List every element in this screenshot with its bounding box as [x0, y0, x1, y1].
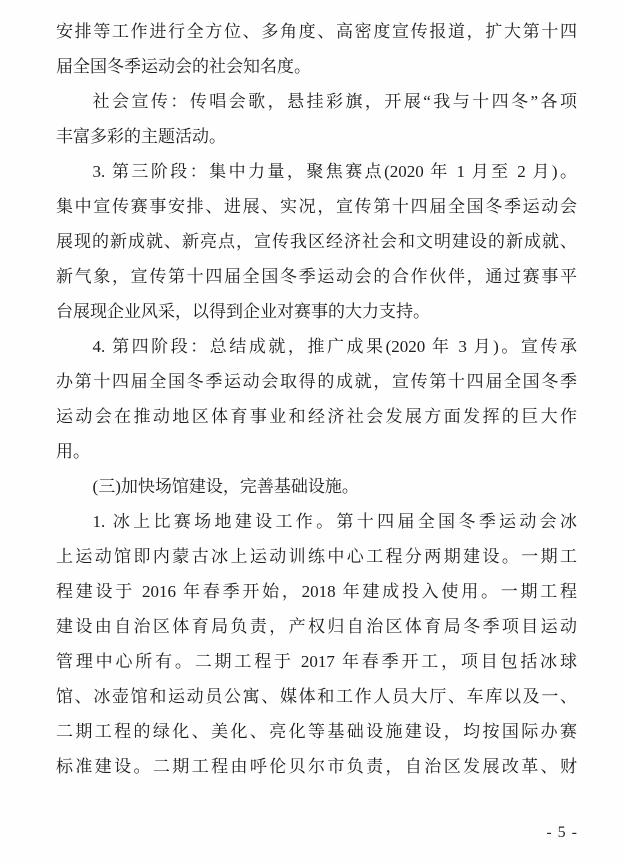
- text-line: 3. 第三阶段：集中力量，聚焦赛点(2020 年 1 月至 2 月)。: [92, 162, 577, 181]
- text-line: 集中宣传赛事安排、进展、实况，宣传第十四届全国冬季运动会: [56, 197, 577, 216]
- text-line: 台展现企业风采，以得到企业对赛事的大力支持。: [56, 302, 430, 321]
- text-line: (三)加快场馆建设，完善基础设施。: [92, 477, 359, 496]
- text-line: 标准建设。二期工程由呼伦贝尔市负责，自治区发展改革、财: [56, 757, 577, 776]
- text-line: 程建设于 2016 年春季开始，2018 年建成投入使用。一期工程: [56, 582, 577, 601]
- text-line: 建设由自治区体育局负责，产权归自治区体育局冬季项目运动: [56, 617, 577, 636]
- text-line: 4. 第四阶段：总结成就，推广成果(2020 年 3 月)。宣传承: [92, 337, 577, 356]
- text-line: 用。: [56, 442, 90, 461]
- text-line: 展现的新成就、新亮点，宣传我区经济社会和文明建设的新成就、: [56, 232, 577, 251]
- text-line: 二期工程的绿化、美化、亮化等基础设施建设，均按国际办赛: [56, 722, 577, 741]
- text-line: 1. 冰上比赛场地建设工作。第十四届全国冬季运动会冰: [92, 512, 577, 531]
- text-line: 管理中心所有。二期工程于 2017 年春季开工，项目包括冰球: [56, 652, 577, 671]
- text-line: 新气象，宣传第十四届全国冬季运动会的合作伙伴，通过赛事平: [56, 267, 577, 286]
- text-line: 运动会在推动地区体育事业和经济社会发展方面发挥的巨大作: [56, 407, 577, 426]
- text-line: 丰富多彩的主题活动。: [56, 127, 226, 146]
- text-line: 社会宣传：传唱会歌，悬挂彩旗，开展“我与十四冬”各项: [92, 92, 577, 111]
- page-number: - 5 -: [546, 824, 578, 841]
- text-line: 安排等工作进行全方位、多角度、高密度宣传报道，扩大第十四: [56, 22, 577, 41]
- text-line: 馆、冰壶馆和运动员公寓、媒体和工作人员大厅、车库以及一、: [56, 687, 577, 706]
- text-line: 办第十四届全国冬季运动会取得的成就，宣传第十四届全国冬季: [56, 372, 577, 391]
- text-line: 上运动馆即内蒙古冰上运动训练中心工程分两期建设。一期工: [56, 547, 577, 566]
- document-text-block: [56, 14, 577, 784]
- text-line: 届全国冬季运动会的社会知名度。: [56, 57, 311, 76]
